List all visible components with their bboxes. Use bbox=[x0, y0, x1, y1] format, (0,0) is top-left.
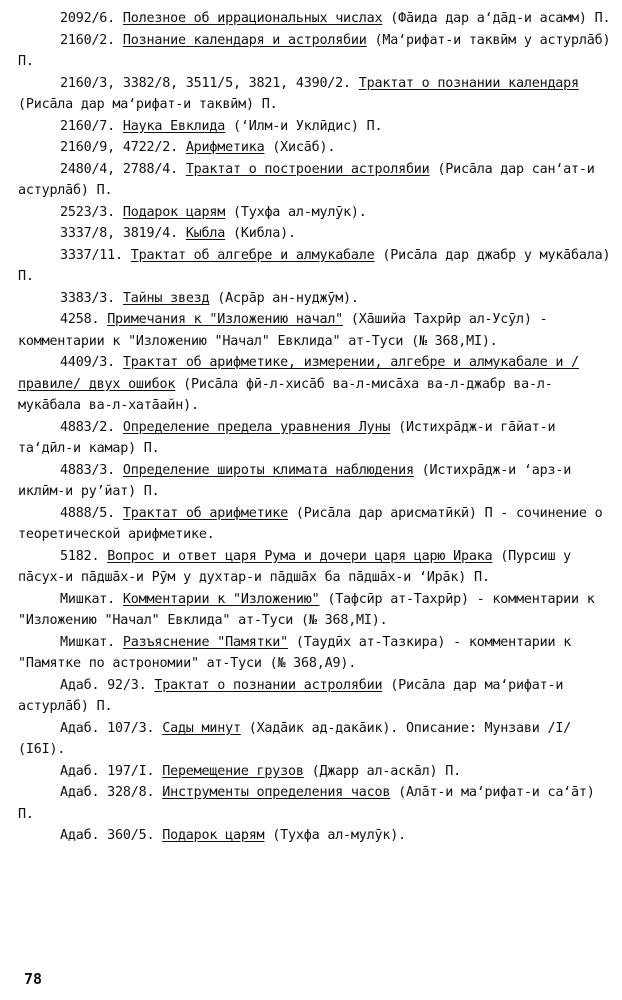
entry-reference: Адаб. 92/3. bbox=[60, 677, 147, 693]
entry-title: Познание календаря и астролябии bbox=[122, 32, 367, 48]
catalog-entry bbox=[18, 718, 612, 761]
entry-title: Определение широты климата наблюдения bbox=[122, 462, 414, 478]
entry-details: (Хисāб). bbox=[264, 140, 336, 155]
entry-reference: 5182. bbox=[60, 548, 100, 564]
entry-title: Трактат о познании календаря bbox=[358, 75, 579, 91]
entry-title: Тайны звезд bbox=[122, 290, 210, 306]
entry-reference: 4888/5. bbox=[60, 505, 116, 521]
entry-details: (Рисāла дар ма‘рифат-и астурлāб) П. bbox=[18, 677, 564, 714]
entry-details: (Рисāла дар арисматӣкӣ) П - сочинение о теоретической арифметике. bbox=[18, 505, 603, 542]
catalog-entry bbox=[18, 675, 612, 718]
catalog-entry bbox=[18, 73, 612, 116]
catalog-entry bbox=[18, 825, 612, 847]
entry-reference: Мишкат. bbox=[60, 591, 116, 607]
entry-title: Примечания к "Изложению начал" bbox=[107, 312, 344, 327]
entry-title: Арифметика bbox=[185, 140, 265, 155]
entry-reference: 2092/6. bbox=[60, 11, 116, 26]
entry-details: (Тухфа ал-мулӯк). bbox=[225, 204, 367, 220]
entry-reference: Адаб. 107/3. bbox=[60, 720, 155, 736]
entry-details: (Рисāла дар сан‘ат-и астурлāб) П. bbox=[18, 161, 595, 198]
entry-reference: 2160/2. bbox=[60, 32, 116, 48]
catalog-entry bbox=[18, 503, 612, 546]
catalog-entry bbox=[18, 245, 612, 288]
catalog-entry bbox=[18, 159, 612, 202]
entry-details: (‘Илм-и Уклӣдис) П. bbox=[225, 118, 383, 134]
catalog-entry bbox=[18, 202, 612, 224]
catalog-entry bbox=[18, 632, 612, 675]
catalog-entry bbox=[18, 417, 612, 460]
entry-reference: 3383/3. bbox=[60, 290, 116, 306]
entry-title: Трактат об алгебре и алмукабале bbox=[130, 247, 375, 263]
entry-reference: 2523/3. bbox=[60, 204, 116, 220]
entry-reference: Адаб. 360/5. bbox=[60, 828, 155, 843]
entry-title: Комментарии к "Изложению" bbox=[122, 591, 320, 607]
entry-title: Подарок царям bbox=[162, 828, 265, 843]
catalog-entry bbox=[18, 352, 612, 417]
entry-details: (Хадāик ад-дакāик). Описание: Мунзави /I/ (I6I). bbox=[18, 720, 572, 757]
entry-details: (Таудӣх ат-Тазкира) - комментарии к "Памятке по астрономии" ат-Туси (№ 368,А9). bbox=[18, 634, 572, 671]
entry-reference: 4409/3. bbox=[60, 355, 116, 370]
catalog-entry bbox=[18, 223, 612, 245]
entry-details: (Рисāла дар джабр у мукāбала) П. bbox=[18, 247, 611, 284]
entry-reference: 3337/8, 3819/4. bbox=[60, 226, 178, 241]
catalog-entry bbox=[18, 546, 612, 589]
entry-reference: Адаб. 328/8. bbox=[60, 785, 155, 800]
entry-details: (Тафсӣр ат-Тахрӣр) - комментарии к "Изложению "Начал" Евклида" ат-Туси (№ 368,МI). bbox=[18, 591, 595, 628]
entry-title: Инструменты определения часов bbox=[162, 785, 391, 800]
entry-details: (Пурсиш у пāсух-и пāдшāх-и Рӯм у духтар-и пāдшāх ба пāдшāх-и ‘Ирāк) П. bbox=[18, 548, 572, 585]
catalog-entry bbox=[18, 589, 612, 632]
entry-reference: 2480/4, 2788/4. bbox=[60, 161, 178, 177]
entry-reference: 2160/9, 4722/2. bbox=[60, 140, 178, 155]
entry-details: (Фāида дар а‘дāд-и асамм) П. bbox=[382, 11, 611, 26]
entry-title: Подарок царям bbox=[122, 204, 226, 220]
entry-details: (Хāшийа Тахрӣр ал-Усӯл) - комментарии к "Изложению "Начал" Евклида" ат-Туси (№ 368,МI). bbox=[18, 312, 548, 349]
entry-details: (Джарр ал-аскāл) П. bbox=[303, 763, 461, 779]
entry-details: (Кибла). bbox=[225, 226, 296, 241]
entry-title: Сады минут bbox=[162, 720, 241, 736]
entry-title: Кыбла bbox=[185, 226, 226, 241]
catalog-entry bbox=[18, 137, 612, 159]
catalog-entry bbox=[18, 782, 612, 825]
catalog-entry bbox=[18, 116, 612, 138]
entry-title: Определение предела уравнения Луны bbox=[122, 419, 391, 435]
entry-details: (Истихрāдж-и гāйат-и та‘дӣл-и камар) П. bbox=[18, 419, 556, 456]
entry-reference: Мишкат. bbox=[60, 634, 116, 650]
entry-title: Трактат о построении астролябии bbox=[185, 161, 430, 177]
entry-reference: 2160/3, 3382/8, 3511/5, 3821, 4390/2. bbox=[60, 75, 351, 91]
entry-details: (Истихрāдж-и ‘арз-и иклӣм-и ру’йат) П. bbox=[18, 462, 572, 499]
entry-reference: 2160/7. bbox=[60, 118, 116, 134]
catalog-entry bbox=[18, 460, 612, 503]
entry-title: Наука Евклида bbox=[122, 118, 226, 134]
entry-details: (Рисāла дар ма‘рифат-и таквӣм) П. bbox=[18, 97, 278, 112]
entry-details: (Рисāла фӣ-л-хисāб ва-л-мисāха ва-л-джабр ва-л-мукāбала ва-л-хатāайн). bbox=[18, 376, 553, 413]
entry-reference: 4258. bbox=[60, 312, 100, 327]
catalog-entry bbox=[18, 8, 612, 30]
catalog-entry bbox=[18, 761, 612, 783]
entry-title: Разъяснение "Памятки" bbox=[122, 634, 289, 650]
entry-title: Трактат об арифметике, измерении, алгебре и алмукабале и /правиле/ двух ошибок bbox=[18, 355, 579, 392]
entry-title: Трактат об арифметике bbox=[122, 505, 289, 521]
entry-reference: 4883/3. bbox=[60, 462, 116, 478]
catalog-entry bbox=[18, 288, 612, 310]
page-number: 78 bbox=[24, 970, 43, 988]
entry-details: (Асрāр ан-нуджӯм). bbox=[209, 290, 359, 306]
catalog-entry bbox=[18, 30, 612, 73]
entry-title: Полезное об иррациональных числах bbox=[122, 11, 383, 26]
entry-details: (Ма‘рифат-и таквӣм у астурлāб) П. bbox=[18, 32, 611, 69]
entry-reference: 4883/2. bbox=[60, 419, 116, 435]
entry-title: Перемещение грузов bbox=[162, 763, 304, 779]
entry-title: Вопрос и ответ царя Рума и дочери царя царю Ирака bbox=[107, 548, 493, 564]
entry-reference: 3337/11. bbox=[60, 247, 123, 263]
catalog-entry bbox=[18, 309, 612, 352]
entry-details: (Тухфа ал-мулӯк). bbox=[264, 828, 406, 843]
catalog-page bbox=[18, 8, 612, 847]
entry-details: (Алāт-и ма‘рифат-и са‘āт) П. bbox=[18, 785, 595, 822]
entry-title: Трактат о познании астролябии bbox=[154, 677, 383, 693]
entry-reference: Адаб. 197/I. bbox=[60, 763, 155, 779]
